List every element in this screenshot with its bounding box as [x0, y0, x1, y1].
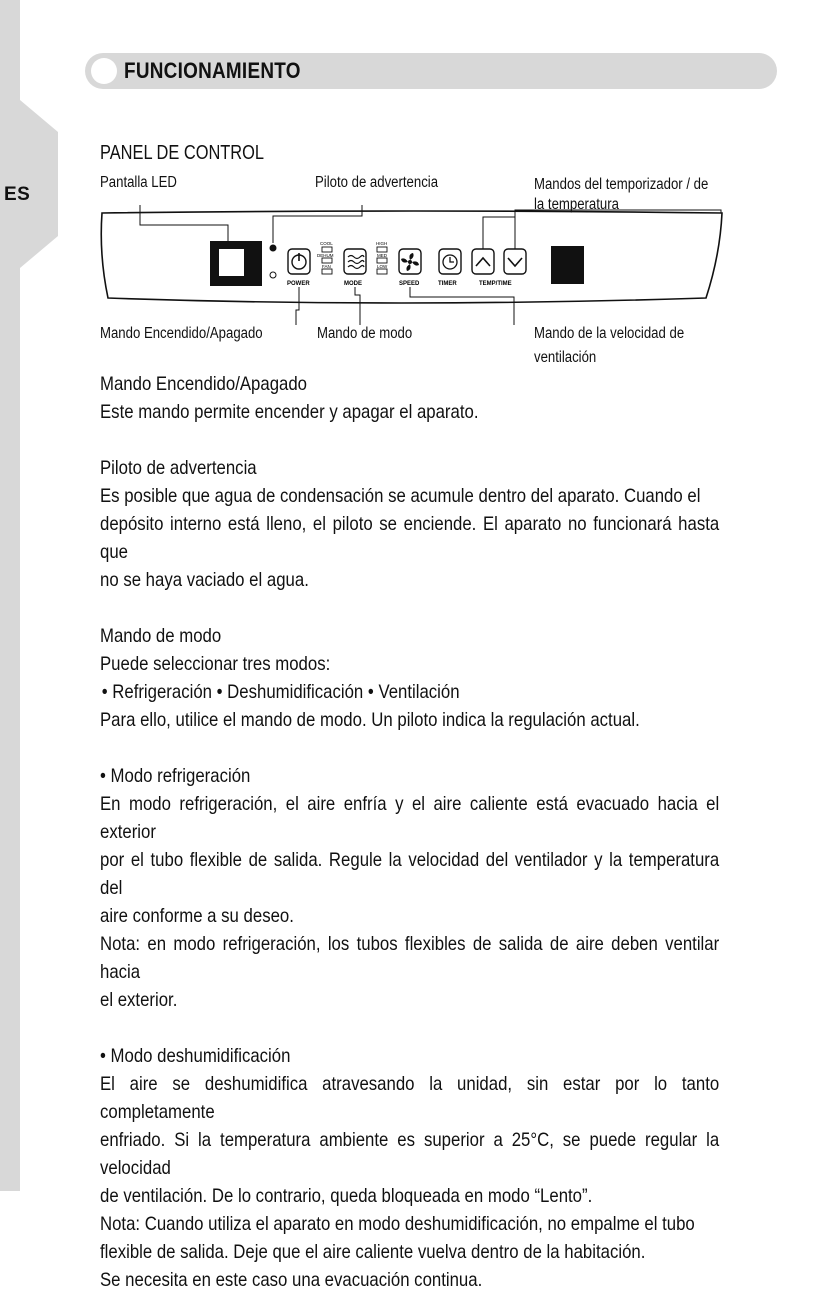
- mode-text-line: Para ello, utilice el mando de modo. Un piloto indica la regulación actual.: [100, 709, 640, 731]
- dehum-text-line: El aire se deshumidifica atravesando la unidad, sin estar por lo tanto completamente: [100, 1073, 720, 1123]
- callout-speed-line1: Mando de la velocidad de: [534, 325, 685, 342]
- mode-text-line: Puede seleccionar tres modos:: [100, 653, 331, 675]
- warning-text-line: no se haya vaciado el agua.: [100, 569, 309, 591]
- cooling-section-title: • Modo refrigeración: [100, 765, 251, 787]
- callout-led-display: Pantalla LED: [100, 174, 177, 191]
- dehum-text-line: de ventilación. De lo contrario, queda bloqueada en modo “Lento”.: [100, 1185, 593, 1207]
- cooling-note-line: Nota: en modo refrigeración, los tubos flexibles de salida de aire deben ventilar hacia: [100, 933, 720, 983]
- warning-text-line: Es posible que agua de condensación se acumule dentro del aparato. Cuando el: [100, 485, 701, 507]
- sensor-icon: [270, 272, 276, 278]
- callout-mode-button: Mando de modo: [317, 325, 413, 342]
- timer-button-label: TIMER: [438, 281, 457, 287]
- power-button: [288, 249, 310, 274]
- chevron-down-icon: [508, 258, 522, 266]
- fan-icon: [401, 253, 419, 271]
- header-bullet-icon: [91, 58, 117, 84]
- callout-timer-temp-line1: Mandos del temporizador / de: [534, 176, 709, 193]
- indicator-fan-label: FAN: [322, 264, 331, 269]
- callout-speed-line2: ventilación: [534, 349, 597, 366]
- temp-time-label: TEMP/TIME: [479, 281, 512, 287]
- panel-heading: PANEL DE CONTROL: [100, 142, 265, 164]
- warning-text-line: depósito interno está lleno, el piloto se enciende. El aparato no funcionará hasta que: [100, 513, 720, 563]
- cooling-note-line: el exterior.: [100, 989, 178, 1011]
- dehum-section-title: • Modo deshumidificación: [100, 1045, 291, 1067]
- indicator-high-label: HIGH: [376, 241, 388, 246]
- indicator-med-label: MED: [377, 253, 387, 258]
- callout-warning-light: Piloto de advertencia: [315, 174, 439, 191]
- section-title: FUNCIONAMIENTO: [124, 58, 301, 83]
- control-panel-diagram: [96, 205, 726, 325]
- cooling-text-line: En modo refrigeración, el aire enfría y el aire caliente está evacuado hacia el exterior: [100, 793, 720, 843]
- up-button: [472, 249, 494, 274]
- led-display-window: [219, 249, 244, 276]
- dehum-note-line: flexible de salida. Deje que el aire caliente vuelva dentro de la habitación.: [100, 1241, 646, 1263]
- down-button: [504, 249, 526, 274]
- mode-wave-icon: [348, 256, 364, 269]
- dehum-text-line: enfriado. Si la temperatura ambiente es superior a 25°C, se puede regular la velocidad: [100, 1129, 720, 1179]
- callout-timer-temp-line2: la temperatura: [534, 196, 619, 213]
- speed-button-label: SPEED: [399, 281, 420, 287]
- indicator-dehum-label: DEHUM: [317, 253, 334, 258]
- cooling-text-line: aire conforme a su deseo.: [100, 905, 294, 927]
- warning-light-icon: [270, 245, 277, 252]
- receiver-window: [551, 246, 584, 284]
- mode-button: [344, 249, 366, 274]
- section-header: [85, 53, 777, 89]
- indicator-cool-label: COOL: [320, 241, 333, 246]
- instructions-body: [100, 370, 822, 1294]
- power-button-label: POWER: [287, 281, 310, 287]
- side-language-tab: [0, 0, 58, 1191]
- warning-section-title: Piloto de advertencia: [100, 457, 257, 479]
- mode-button-label: MODE: [344, 281, 362, 287]
- dehum-note-line: Nota: Cuando utiliza el aparato en modo deshumidificación, no empalme el tubo: [100, 1213, 695, 1235]
- power-section-title: Mando Encendido/Apagado: [100, 373, 308, 395]
- callout-power-button: Mando Encendido/Apagado: [100, 325, 263, 342]
- dehum-note-line: Se necesita en este caso una evacuación continua.: [100, 1269, 483, 1291]
- language-code: ES: [4, 184, 31, 205]
- power-section-text: Este mando permite encender y apagar el aparato.: [100, 401, 479, 423]
- mode-options-list: • Refrigeración • Deshumidificación • Ventilación: [101, 681, 460, 703]
- mode-section-title: Mando de modo: [100, 625, 222, 647]
- indicator-low-label: LOW: [377, 264, 388, 269]
- chevron-up-icon: [476, 258, 490, 266]
- cooling-text-line: por el tubo flexible de salida. Regule la velocidad del ventilador y la temperatura del: [100, 849, 720, 899]
